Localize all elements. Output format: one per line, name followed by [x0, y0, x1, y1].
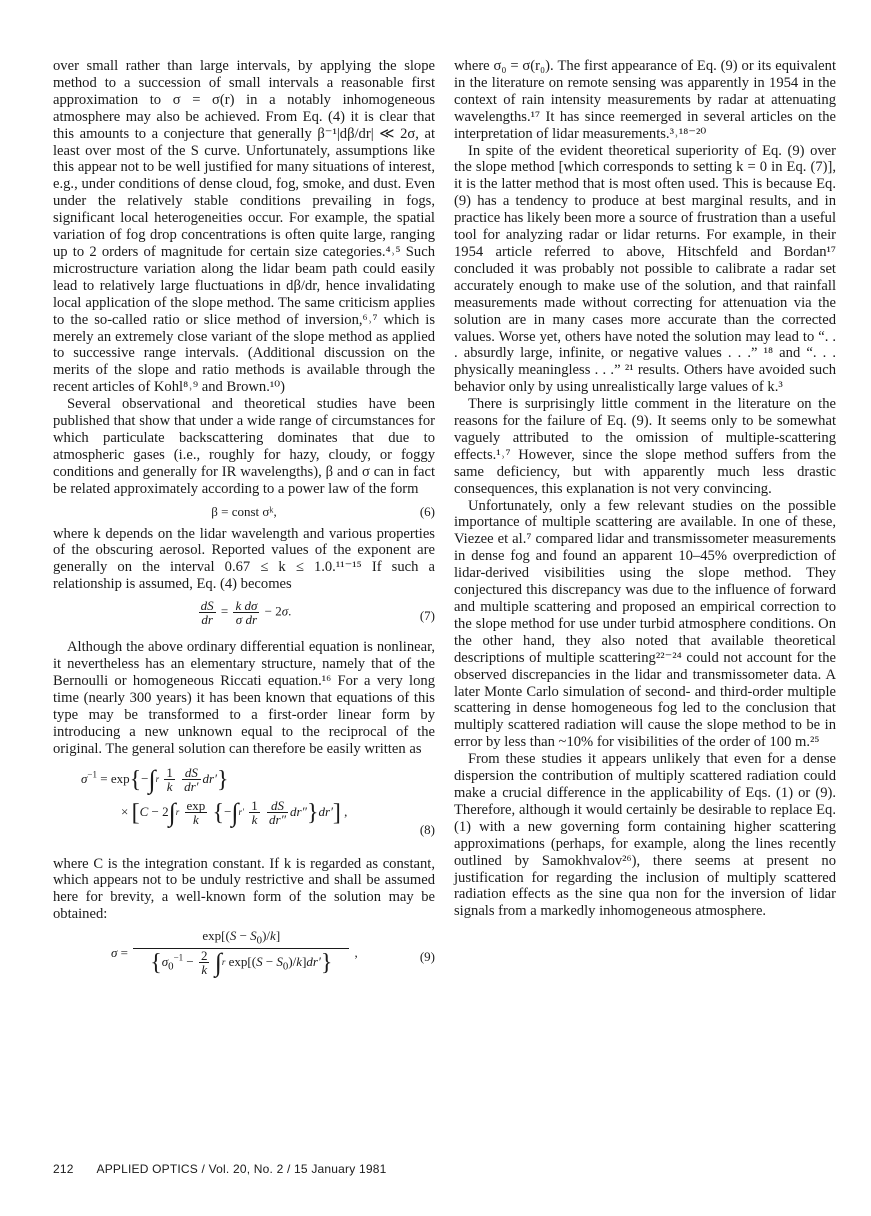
journal-citation: APPLIED OPTICS / Vol. 20, No. 2 / 15 January 1981	[96, 1162, 387, 1176]
paragraph: Several observational and theoretical studies have been published that show that under a wide range of circumstances for which particulate backscattering dominates that due to atmospheric gases (i.e., roughly for hazy, cloudy, or foggy conditions and generally for IR wavelengths), β and σ can in fact be related approximately according to a power law of the form	[53, 396, 435, 497]
equation-6-body: β = const σᵏ,	[211, 503, 277, 519]
paragraph: where σ₀ = σ(r₀). The first appearance of Eq. (9) or its equivalent in the literature on remote sensing was apparently in 1954 in the context of rain intensity measurements by radar at attenuating wavelengths.¹⁷ It has since reemerged in several articles on the interpretation of lidar measurements.³˒¹⁸⁻²⁰	[454, 58, 836, 142]
page-number: 212	[53, 1162, 74, 1176]
paragraph: There is surprisingly little comment in the literature on the reasons for the failure of Eq. (9). It seems only to be somewhat vaguely attributed to the omission of multiple-scattering effects.¹˒⁷ However, since the slope method suffers from the same deficiency, but with apparently much less drastic consequences, this explanation is not very convincing.	[454, 396, 836, 497]
equation-6	[53, 504, 435, 520]
equation-9: σ = $\exp[(S - S_0)/k]$ {$\sigma_0^{-1}$ − $\frac{2}{k}$ ∫$^r$ $\exp[(S - S_0)/k]dr'$} , (9)	[111, 928, 435, 978]
equation-number: (8)	[419, 821, 435, 837]
paragraph: over small rather than large intervals, by applying the slope method to a succession of small intervals a reasonable first approximation to σ = σ(r) in a notably inhomogeneous atmosphere may also be achieved. From Eq. (4) it is clear that this amounts to a conjecture that generally β⁻¹|dβ/dr| ≪ 2σ, at least over most of the S curve. Unfortunately, assumptions like this appear not to be well justified for many situations of interest, e.g., under conditions of dense cloud, fog, smoke, and dust. Even under the relatively stable conditions prevailing in fogs, significant local heterogeneities occur. For example, the spatial variation of fog drop concentrations is often quite large, ranging up to 2 orders of magnitude for certain size categories.⁴˒⁵ Such microstructure variation along the lidar beam path could easily lead to relatively large fluctuations in dβ/dr, hence invalidating local application of the slope method. The same criticism applies to the so-called ratio or slice method of inversion,⁶˒⁷ which is merely an extremely close variant of the slope method as applied to successive range intervals. (Additional discussion on the merits of the slope and ratio methods is available through the recent articles of Kohl⁸˒⁹ and Brown.¹⁰)	[53, 58, 435, 396]
paragraph: Unfortunately, only a few relevant studies on the possible importance of multiple scattering are available. In one of these, Viezee et al.⁷ compared lidar and transmissometer measurements in dense fog and found an apparent 10–45% overprediction of lidar-derived visibilities using the slope method. They conjectured this discrepancy was due to the influence of forward and multiple scattering and proposed an empirical correction to the slope method for use under turbid atmosphere conditions. On the other hand, they also noted that available theoretical descriptions of multiple scattering²²⁻²⁴ could not account for the observed discrepancies in the lidar and transmissometer data. A later Monte Carlo simulation of second- and third-order multiple scattering in dense homogeneous fog led to the conclusion that multiply scattered radiation will cause the slope method to be in error by less than ~10% for visibilities of the order of 100 m.²⁵	[454, 497, 836, 751]
equation-7: $\frac{dS}{dr}$ = $\frac{\text{k dσ}}{\text{σ dr}}$ − 2σ. (7)	[200, 598, 435, 628]
equation-number: (6)	[419, 503, 435, 519]
paragraph: From these studies it appears unlikely that even for a dense dispersion the contribution of multiply scattered radiation could make a crucial difference in the applicability of Eqs. (1) or (9). Therefore, although it would certainly be desirable to replace Eq. (1) with a new governing form containing higher scattering approximations (perhaps, for example, along the lines recently outlined by Samokhvalov²⁶), there seems at present no justification for regarding the inclusion of multiply scattered radiation effects as the sine qua non for the inversion of lidar signals from a markedly inhomogeneous atmosphere.	[454, 751, 836, 920]
left-column	[53, 58, 435, 991]
equation-number: (9)	[419, 949, 435, 965]
paragraph: where C is the integration constant. If k is regarded as constant, which appears not to be unduly restrictive and shall be assumed here for brevity, a well-known form of the solution may be obtained:	[53, 855, 435, 923]
paragraph: where k depends on the lidar wavelength and various properties of the obscuring aerosol. Reported values of the exponent are generally on the interval 0.67 ≤ k ≤ 1.0.¹¹⁻¹⁵ If such a relationship is assumed, Eq. (4) becomes	[53, 525, 435, 593]
paragraph: In spite of the evident theoretical superiority of Eq. (9) over the slope method [which corresponds to setting k = 0 in Eq. (7)], it is the latter method that is most often used. This is because Eq. (9) has a tendency to produce at best marginal results, and in practice has likely been more a source of frustration than a useful tool for analyzing radar or lidar returns. For example, in their 1954 article referred to above, Hitschfeld and Bordan¹⁷ concluded it was probably not possible to calibrate a radar set accurately enough to make use of the solution, and that rainfall measurements made without correcting for attenuation via the solution are in many cases more accurate than the corrected values. Worse yet, others have noted the solution may lead to “. . . absurdly large, infinite, or negative values . . .” ¹⁸ and “. . . physically meaningless . . .” ²¹ results. Others have avoided such behavior only by using unrealistically large values of k.³	[454, 142, 836, 396]
page-footer	[53, 1162, 386, 1176]
equation-number: (7)	[419, 608, 435, 624]
equation-8: $\sigma^{-1} = \exp\{-\int^r$ $\frac{1}{k}$ $\frac{dS}{dr'}$ dr′} × [C − 2∫$^r$ $\frac{\exp}{k}$ {−∫$^{r'}$ $\frac{1}{k}$ $\frac{dS}{dr''}$ dr″}dr′] , (8)	[81, 764, 435, 837]
paragraph: Although the above ordinary differential equation is nonlinear, it nevertheless has an elementary structure, namely that of the Bernoulli or homogeneous Riccati equation.¹⁶ For a very long time (nearly 300 years) it has been known that equations of this type may be transformed to a first-order linear form by introducing a new unknown equal to the reciprocal of the original. The general solution can therefore be easily written as	[53, 639, 435, 757]
right-column	[454, 58, 836, 920]
